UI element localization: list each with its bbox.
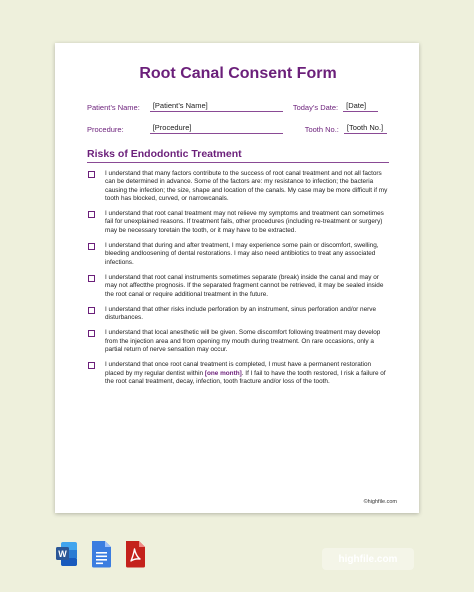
list-item [87, 306, 389, 323]
consent-form-page [55, 43, 419, 513]
consent-checkbox[interactable] [88, 330, 95, 337]
word-icon[interactable] [56, 540, 78, 568]
patient-name-label: Patient’s Name: [87, 103, 140, 112]
list-item [87, 242, 389, 267]
item-text-end: . If I fail to have the tooth restored, I risk a failure of the root canal treatment, decay, infection, tooth fracture and/or loss of the tooth. [105, 369, 386, 385]
tooth-number-label: Tooth No.: [304, 125, 339, 134]
item-text: I understand that root canal instruments sometimes separate (break) inside the canal and may or may not affectthe prognosis. If the separated fragment cannot be retrieved, it may be sealed inside the root canal or require additional treatment in the future. [105, 273, 384, 298]
item-text-start: I understand that once root canal treatment is completed, I must have a permanent restoration placed by my regular dentist within [105, 361, 372, 377]
list-item [87, 274, 389, 299]
file-format-icons [56, 540, 146, 568]
pdf-icon[interactable] [124, 540, 146, 568]
copyright-text: ©highfile.com [363, 499, 397, 505]
consent-checkbox[interactable] [88, 243, 95, 250]
procedure-tooth-row [87, 123, 389, 134]
patient-date-row [87, 101, 389, 112]
list-item [87, 210, 389, 235]
svg-text:W: W [58, 549, 67, 559]
item-text: I understand that many factors contribute to the success of root canal treatment and not all factors can be determined in advance. Some of the factors are: my resistance to infection; the bacteria causing the infection; the size, shape and location of the canals. My case may be more difficult if my tooth has blocked, curved, or narrowcanals. [105, 170, 388, 202]
todays-date-field[interactable]: [Date] [343, 101, 378, 112]
tooth-number-field[interactable]: [Tooth No.] [344, 123, 387, 134]
item-text [105, 361, 389, 386]
list-item [87, 170, 389, 203]
procedure-field[interactable]: [Procedure] [150, 123, 283, 134]
watermark-badge: highfile.com [322, 548, 414, 570]
consent-checkbox[interactable] [88, 171, 95, 178]
google-docs-icon[interactable] [90, 540, 112, 568]
item-text: I understand that during and after treatment, I may experience some pain or discomfort, swelling, bleeding andloosening of dental restorations. I may also need antibiotics to treat any associated infections. [105, 242, 379, 266]
todays-date-label: Today’s Date: [292, 103, 339, 112]
list-item [87, 329, 389, 354]
consent-checkbox[interactable] [88, 275, 95, 282]
list-item [87, 361, 389, 386]
consent-checkbox[interactable] [88, 307, 95, 314]
consent-checkbox[interactable] [88, 362, 95, 369]
consent-checkbox[interactable] [88, 211, 95, 218]
item-text: I understand that other risks include perforation by an instrument, sinus perforation and/or nerve disturbances. [105, 305, 377, 322]
section-heading: Risks of Endodontic Treatment [87, 148, 389, 163]
item-text: I understand that local anesthetic will be given. Some discomfort following treatment may develop from the injection area and from opening my mouth during treatment. On rare occasions, only a partial return of nerve sensation may occur. [105, 329, 381, 354]
procedure-label: Procedure: [87, 125, 124, 134]
form-title: Root Canal Consent Form [139, 65, 337, 82]
duration-placeholder[interactable]: [one month] [204, 369, 242, 377]
patient-name-field[interactable]: [Patient’s Name] [150, 101, 283, 112]
item-text: I understand that root canal treatment may not relieve my symptoms and treatment can sometimes fail for unexplained reasons. If treatment fails, other procedures (including re-treatment or surgery) may be necessary toretain the tooth, or it may have to be extracted. [105, 210, 384, 234]
